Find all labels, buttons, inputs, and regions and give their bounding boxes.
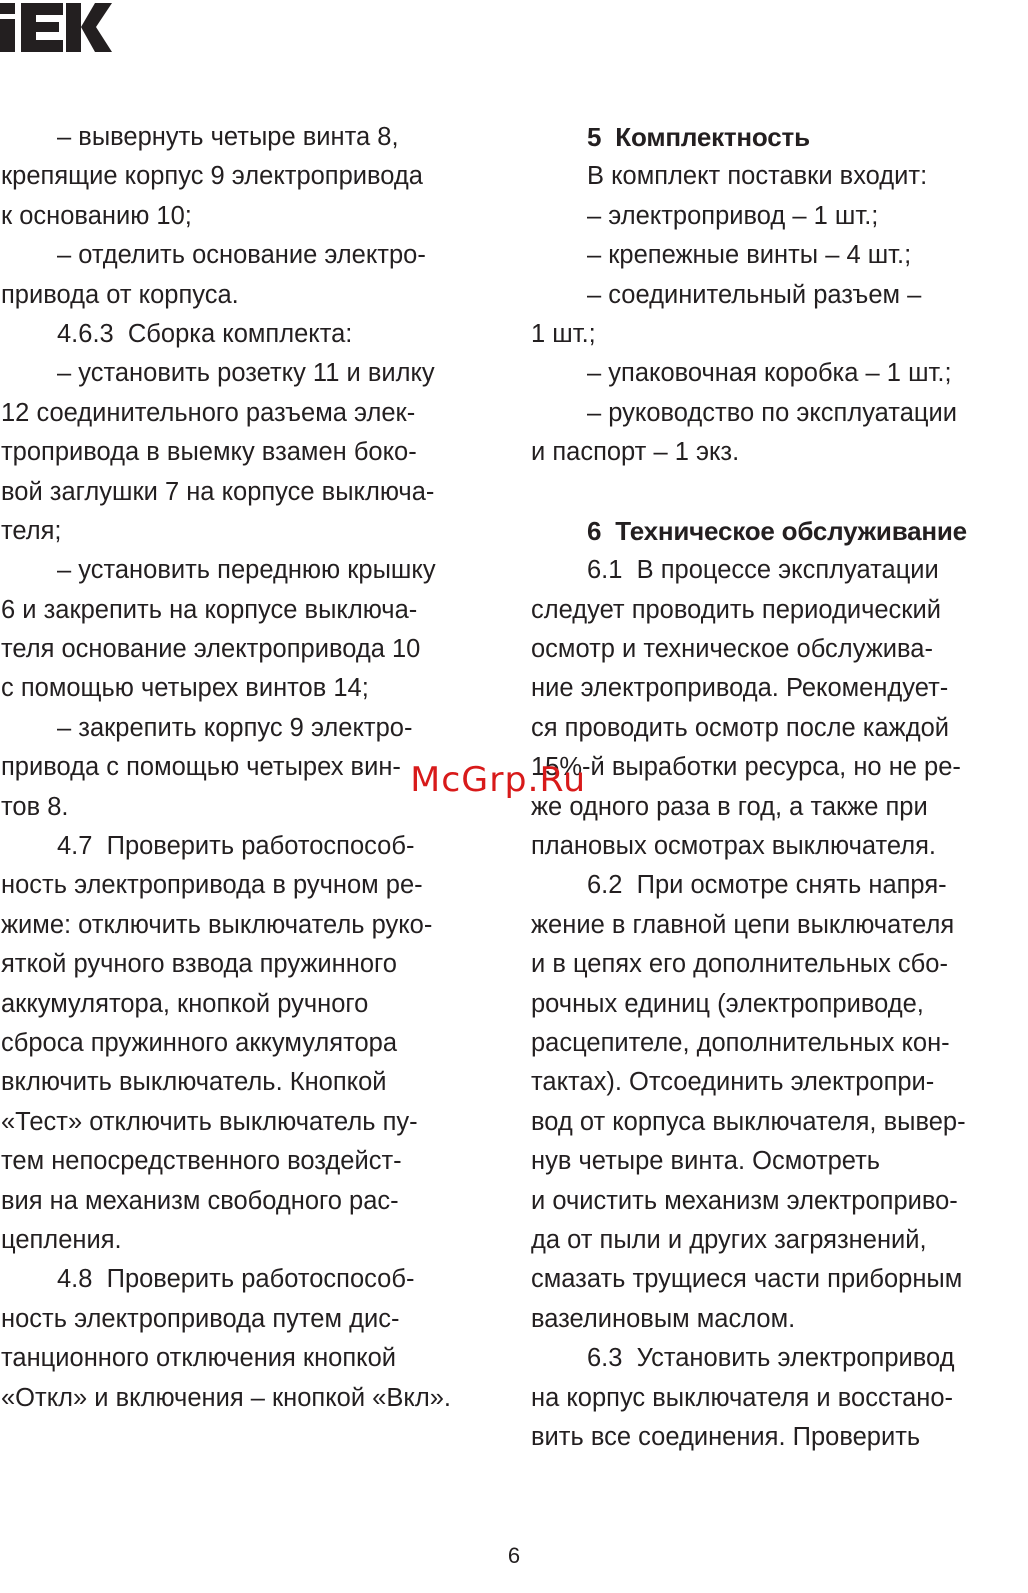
text-line: вод от корпуса выключателя, вывер- bbox=[531, 1107, 966, 1136]
text-line: – руководство по эксплуатации bbox=[587, 398, 957, 427]
text-line: ность электропривода путем дис- bbox=[1, 1304, 400, 1333]
text-line: и паспорт – 1 экз. bbox=[531, 438, 740, 467]
text-line: тропривода в выемку взамен боко- bbox=[1, 438, 417, 467]
text-line: ность электропривода в ручном ре- bbox=[1, 871, 423, 900]
section-heading: 6 Техническое обслуживание bbox=[587, 515, 967, 546]
text-line: – соединительный разъем – bbox=[587, 280, 922, 309]
text-line: – вывернуть четыре винта 8, bbox=[57, 123, 399, 151]
text-line: смазать трущиеся части приборным bbox=[531, 1265, 963, 1294]
text-line: осмотр и техническое обслужива- bbox=[531, 635, 933, 664]
right-column bbox=[531, 118, 1021, 1457]
text-line: теля; bbox=[1, 516, 62, 545]
text-line: – электропривод – 1 шт.; bbox=[587, 201, 879, 230]
text-line: вия на механизм свободного рас- bbox=[1, 1186, 399, 1215]
text-line: рочных единиц (электроприводе, bbox=[531, 989, 924, 1018]
text-line: сброса пружинного аккумулятора bbox=[1, 1028, 398, 1057]
text-line: на корпус выключателя и восстано- bbox=[531, 1383, 954, 1412]
text-line: 4.7 Проверить работоспособ- bbox=[57, 832, 415, 861]
text-line: жение в главной цепи выключателя bbox=[531, 910, 955, 939]
text-line: ние электропривода. Рекомендует- bbox=[531, 674, 949, 703]
text-line: 6.1 В процессе эксплуатации bbox=[587, 556, 939, 585]
iek-logo bbox=[0, 0, 112, 52]
text-line: включить выключатель. Кнопкой bbox=[1, 1068, 387, 1097]
text-line: да от пыли и других загрязнений, bbox=[531, 1225, 927, 1254]
text-line: тактах). Отсоединить электропри- bbox=[531, 1068, 935, 1097]
text-line: – закрепить корпус 9 электро- bbox=[57, 713, 413, 742]
text-line: жиме: отключить выключатель руко- bbox=[1, 910, 433, 939]
text-line: крепящие корпус 9 электропривода bbox=[1, 162, 423, 191]
text-line: 12 соединительного разъема элек- bbox=[1, 398, 416, 427]
text-line: 1 шт.; bbox=[531, 319, 596, 348]
text-line: – установить переднюю крышку bbox=[57, 556, 436, 585]
text-line: тем непосредственного воздейст- bbox=[1, 1147, 402, 1176]
text-line: 6.2 При осмотре снять напря- bbox=[587, 871, 947, 900]
text-line: 6.3 Установить электропривод bbox=[587, 1344, 955, 1373]
text-line: яткой ручного взвода пружинного bbox=[1, 950, 397, 979]
text-line: и в цепях его дополнительных сбо- bbox=[531, 950, 948, 979]
text-line: привода с помощью четырех вин- bbox=[1, 753, 401, 782]
text-line: – отделить основание электро- bbox=[57, 241, 426, 270]
text-line: вой заглушки 7 на корпусе выключа- bbox=[1, 477, 435, 506]
text-line: – упаковочная коробка – 1 шт.; bbox=[587, 359, 952, 388]
text-line: аккумулятора, кнопкой ручного bbox=[1, 989, 369, 1018]
page-number: 6 bbox=[507, 1543, 521, 1568]
text-line: танционного отключения кнопкой bbox=[1, 1344, 397, 1373]
text-line: В комплект поставки входит: bbox=[587, 162, 928, 191]
text-line: «Тест» отключить выключатель пу- bbox=[1, 1107, 418, 1136]
text-line: нув четыре винта. Осмотреть bbox=[531, 1147, 881, 1176]
text-line: плановых осмотрах выключателя. bbox=[531, 832, 936, 861]
watermark: McGrp.Ru bbox=[410, 760, 587, 800]
text-line: и очистить механизм электроприво- bbox=[531, 1186, 958, 1215]
text-line: цепления. bbox=[1, 1225, 122, 1254]
text-line: ся проводить осмотр после каждой bbox=[531, 713, 950, 742]
text-line: тов 8. bbox=[1, 792, 69, 821]
text-line: 15%-й выработки ресурса, но не ре- bbox=[531, 753, 961, 782]
text-line: 4.8 Проверить работоспособ- bbox=[57, 1265, 415, 1294]
text-line: 4.6.3 Сборка комплекта: bbox=[57, 319, 353, 348]
section-spacer bbox=[531, 473, 1021, 512]
text-line: «Откл» и включения – кнопкой «Вкл». bbox=[1, 1383, 451, 1412]
text-line: вазелиновым маслом. bbox=[531, 1304, 796, 1333]
text-line: с помощью четырех винтов 14; bbox=[1, 674, 369, 703]
text-line: же одного раза в год, а также при bbox=[531, 792, 928, 821]
text-line: 6 и закрепить на корпусе выключа- bbox=[1, 595, 418, 624]
text-line: теля основание электропривода 10 bbox=[1, 635, 421, 664]
text-line: – крепежные винты – 4 шт.; bbox=[587, 241, 912, 270]
section-heading: 5 Комплектность bbox=[587, 122, 810, 152]
text-line: вить все соединения. Проверить bbox=[531, 1422, 921, 1451]
text-line: – установить розетку 11 и вилку bbox=[57, 359, 435, 388]
text-line: следует проводить периодический bbox=[531, 595, 941, 624]
text-line: к основанию 10; bbox=[1, 201, 192, 230]
text-line: привода от корпуса. bbox=[1, 280, 239, 309]
text-line: расцепителе, дополнительных кон- bbox=[531, 1028, 950, 1057]
